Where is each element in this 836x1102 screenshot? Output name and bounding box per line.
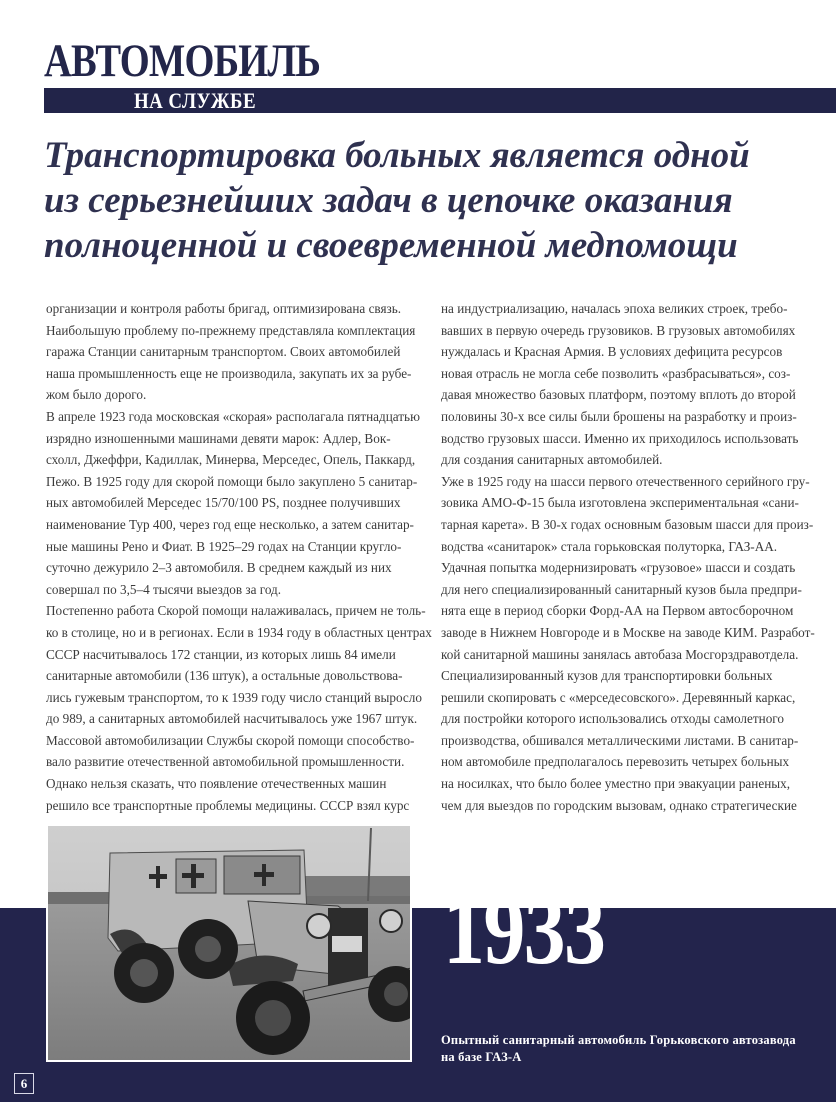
- body-text-line: жом было дорого.: [46, 387, 147, 403]
- body-text-line: водство грузовых шасси. Именно их приходилось использовать: [441, 430, 799, 446]
- page-number: 6: [14, 1073, 34, 1094]
- body-text-line: зовика АМО-Ф-15 была изготовлена экспериментальная «сани-: [441, 495, 799, 511]
- caption-line: Опытный санитарный автомобиль Горьковского автозавода: [441, 1033, 796, 1047]
- body-text-line: для него специализированный санитарный кузов была предпри-: [441, 581, 802, 597]
- body-text-line: ных автомобилей Мерседес 15/70/100 PS, позднее получивших: [46, 495, 401, 511]
- body-text-line: вало развитие отечественной автомобильной промышленности.: [46, 754, 405, 770]
- body-text-line: для создания санитарных автомобилей.: [441, 452, 663, 468]
- body-text-line: до 989, а санитарных автомобилей насчитывалось уже 1967 штук.: [46, 711, 418, 727]
- body-text-line: Пежо. В 1925 году для скорой помощи было закуплено 5 санитар-: [46, 473, 418, 489]
- lead-line: полноценной и своевременной медпомощи: [44, 225, 738, 266]
- lead-line: Транспортировка больных является одной: [44, 135, 750, 176]
- body-text-line: на индустриализацию, началась эпоха великих строек, требо-: [441, 301, 788, 316]
- body-text-line: водства «санитарок» стала горьковская полуторка, ГАЗ-АА.: [441, 538, 778, 554]
- body-text-line: решили скопировать с «мерседесовского». Деревянный каркас,: [441, 689, 796, 705]
- body-text-line: В апреле 1923 года московская «скорая» располагала пятнадцатью: [46, 408, 420, 424]
- body-text-line: ко в столице, но и в регионах. Если в 1934 году в областных центрах: [46, 624, 432, 640]
- body-text-line: давая множество базовых платформ, поэтому вплоть до второй: [441, 387, 796, 403]
- body-text-line: гаража Станции санитарным транспортом. Своих автомобилей: [46, 344, 401, 360]
- lead-line: из серьезнейших задач в цепочке оказания: [44, 180, 733, 221]
- body-text-line: схолл, Джеффри, Кадиллак, Минерва, Мерседес, Опель, Паккард,: [46, 452, 416, 468]
- body-text-line: Наибольшую проблему по-прежнему представляла комплектация: [46, 322, 416, 338]
- body-text-line: наименование Тур 400, через год еще несколько, а затем санитар-: [46, 516, 414, 532]
- feature-year: 1933: [443, 874, 605, 985]
- body-text-line: Постепенно работа Скорой помощи налаживалась, причем не толь-: [46, 603, 426, 619]
- body-text-line: решило все транспортные проблемы медицины. СССР взял курс: [46, 797, 410, 813]
- body-text-line: лись гужевым транспортом, то к 1939 году число станций выросло: [46, 689, 422, 705]
- body-text-line: половины 30-х все силы были брошены на разработку и произ-: [441, 408, 797, 424]
- body-column-left: [46, 298, 432, 816]
- body-text-line: вавших в первую очередь грузовиков. В грузовых автомобилях: [441, 322, 796, 338]
- body-text-line: тарная карета». В 30-х годах основным базовым шасси для произ-: [441, 516, 814, 532]
- ambulance-photo-image: [48, 826, 410, 1060]
- body-column-right: [441, 298, 821, 816]
- body-text-line: СССР насчитывалось 172 станции, из которых лишь 84 имели: [46, 646, 396, 662]
- lead-headline: [44, 133, 824, 268]
- body-text-line: ные машины Рено и Фиат. В 1925–29 годах на Станции кругло-: [46, 538, 402, 554]
- body-text-line: для постройки которого использовались отходы самолетного: [441, 711, 784, 727]
- body-text-line: организации и контроля работы бригад, оптимизирована связь.: [46, 301, 402, 316]
- body-text-line: Удачная попытка модернизировать «грузовое» шасси и создать: [441, 560, 796, 576]
- section-title: АВТОМОБИЛЬ: [44, 35, 321, 87]
- body-text-line: ном автомобиле предполагалось перевозить четырех больных: [441, 754, 790, 770]
- body-text-line: наша промышленность еще не производила, закупать их за рубе-: [46, 365, 412, 381]
- body-text-line: чем для выездов по городским вызовам, однако стратегические: [441, 797, 797, 813]
- body-text-line: изрядно изношенными машинами девяти марок: Адлер, Вок-: [46, 430, 391, 446]
- body-text-line: совершал по 3,5–4 тысячи выездов за год.: [46, 581, 282, 597]
- body-text-line: суточно дежурило 2–3 автомобиля. В среднем каждый из них: [46, 560, 392, 576]
- body-text-line: Массовой автомобилизации Службы скорой помощи способство-: [46, 732, 415, 748]
- caption-line: на базе ГАЗ-А: [441, 1050, 522, 1064]
- ambulance-photo: [46, 824, 412, 1062]
- body-text-line: кой санитарной машины занялась автобаза Мосгорздравотдела.: [441, 646, 799, 662]
- body-text-line: новая отрасль не могла себе позволить «разбрасываться», соз-: [441, 365, 791, 381]
- body-text-line: Однако нельзя сказать, что появление отечественных машин: [46, 776, 387, 792]
- section-subtitle-bar: [44, 88, 836, 113]
- body-text-line: Специализированный кузов для транспортировки больных: [441, 668, 773, 684]
- body-text-line: производства, обшивался металлическими листами. В санитар-: [441, 732, 799, 748]
- body-text-line: Уже в 1925 году на шасси первого отечественного серийного гру-: [441, 473, 810, 489]
- body-text-line: заводе в Нижнем Новгороде и в Москве на заводе КИМ. Разработ-: [441, 624, 815, 640]
- photo-caption: [441, 1032, 821, 1066]
- body-text-line: нята еще в период сборки Форд-АА на Первом автосборочном: [441, 603, 794, 619]
- body-text-line: санитарные автомобили (136 штук), а остальные довольствова-: [46, 668, 403, 684]
- body-text-line: нуждалась и Красная Армия. В условиях дефицита ресурсов: [441, 344, 783, 360]
- section-subtitle: НА СЛУЖБЕ: [134, 88, 256, 113]
- body-text-line: на носилках, что было более уместно при эвакуации раненых,: [441, 776, 791, 792]
